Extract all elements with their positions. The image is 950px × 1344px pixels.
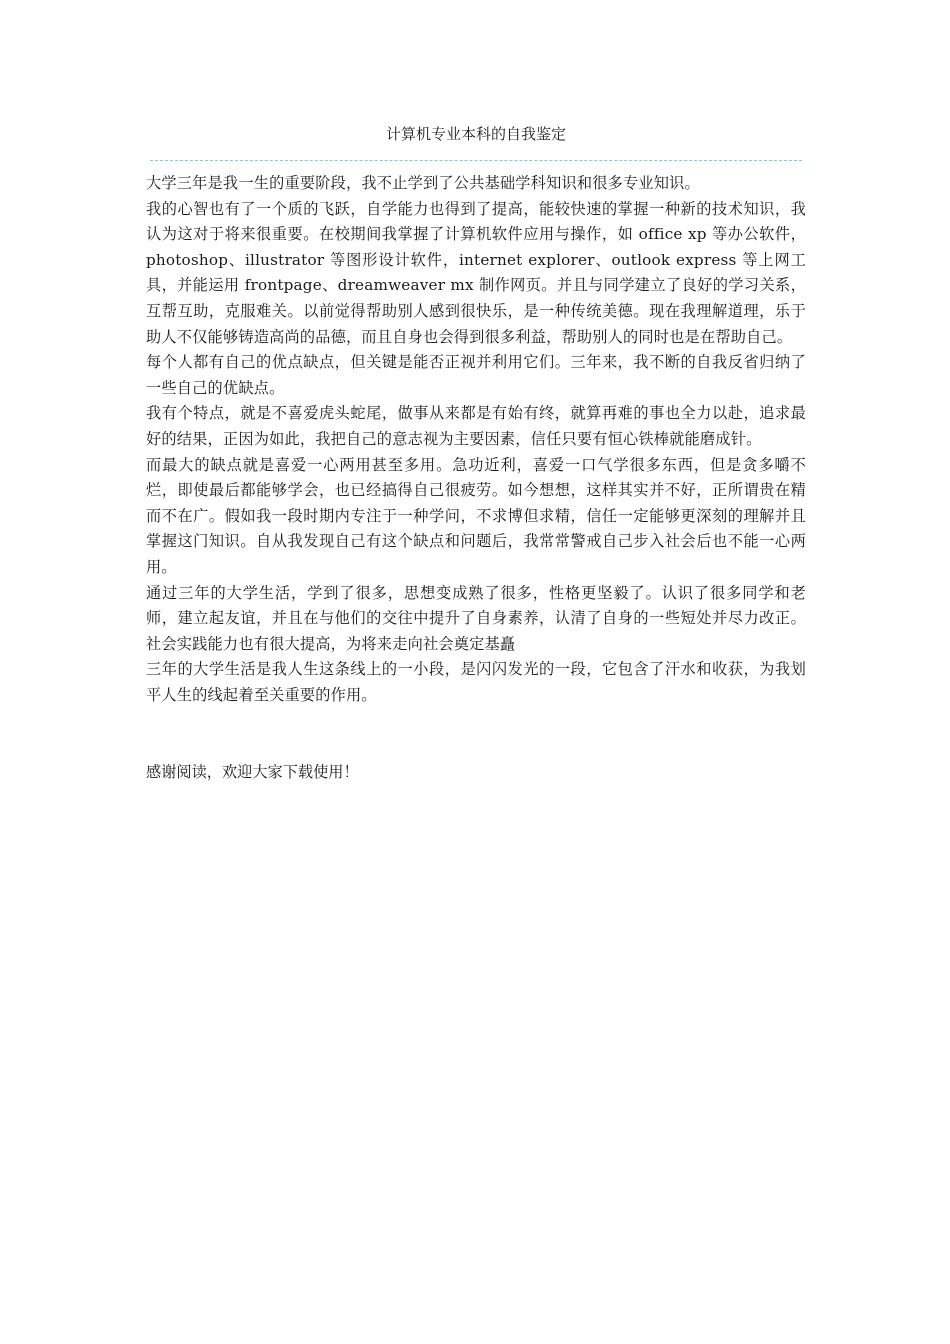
paragraph: 通过三年的大学生活，学到了很多，思想变成熟了很多，性格更坚毅了。认识了很多同学和老师，建立起友谊，并且在与他们的交往中提升了自身素养，认清了自身的一些短处并尽力改正。社会实践能力也有很大提高，为将来走向社会奠定基矗: [146, 583, 806, 653]
paragraph: 三年的大学生活是我人生这条线上的一小段，是闪闪发光的一段，它包含了汗水和收获，为我划平人生的线起着至关重要的作用。: [146, 660, 806, 704]
paragraph: 我的心智也有了一个质的飞跃，自学能力也得到了提高，能较快速的掌握一种新的技术知识，我认为这对于将来很重要。在校期间我掌握了计算机软件应用与操作，如 office xp 等办公软件，photoshop、illustrator 等图形设计软件，internet explorer、outlook express 等上网工具，并能运用 frontpage、dreamweaver mx 制作网页。并且与同学建立了良好的学习关系，互帮互助，克服难关。以前觉得帮助别人感到很快乐，是一种传统美德。现在我理解道理，乐于助人不仅能够铸造高尚的品德，而且自身也会得到很多利益，帮助别人的同时也是在帮助自己。: [146, 199, 806, 346]
closing-note: 感谢阅读，欢迎大家下载使用！: [146, 763, 359, 782]
document-body: [146, 171, 806, 708]
title-divider: [150, 160, 802, 161]
paragraph: 大学三年是我一生的重要阶段，我不止学到了公共基础学科知识和很多专业知识。: [146, 174, 700, 192]
document-title: 计算机专业本科的自我鉴定: [385, 125, 566, 143]
paragraph: 而最大的缺点就是喜爱一心两用甚至多用。急功近利，喜爱一口气学很多东西，但是贪多嚼不烂，即使最后都能够学会，也已经搞得自己很疲劳。如今想想，这样其实并不好，正所谓贵在精而不在广。假如我一段时期内专注于一种学问，不求博但求精，信任一定能够更深刻的理解并且掌握这门知识。自从我发现自己有这个缺点和问题后，我常常警戒自己步入社会后也不能一心两用。: [146, 455, 806, 576]
document-page: [146, 122, 806, 786]
paragraph: 每个人都有自己的优点缺点，但关键是能否正视并利用它们。三年来，我不断的自我反省归纳了一些自己的优缺点。: [146, 353, 806, 397]
paragraph: 我有个特点，就是不喜爱虎头蛇尾，做事从来都是有始有终，就算再难的事也全力以赴，追求最好的结果，正因为如此，我把自己的意志视为主要因素，信任只要有恒心铁棒就能磨成针。: [146, 404, 806, 448]
